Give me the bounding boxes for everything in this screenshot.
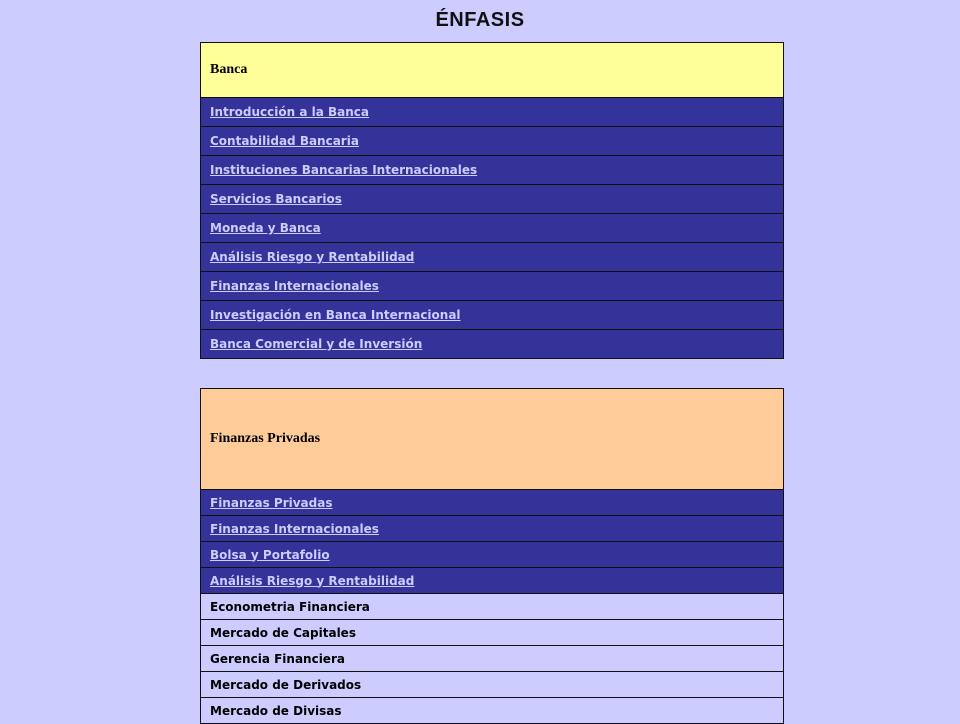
list-item (201, 98, 784, 127)
link-analisis-riesgo-y-rentabilidad[interactable]: Análisis Riesgo y Rentabilidad (210, 573, 415, 588)
link-analisis-riesgo-y-rentabilidad[interactable]: Análisis Riesgo y Rentabilidad (210, 250, 415, 264)
list-item (201, 490, 784, 516)
list-item (201, 185, 784, 214)
list-item (201, 568, 784, 594)
list-item (201, 214, 784, 243)
finanzas-privadas-header-row (201, 389, 784, 490)
list-item (201, 672, 784, 698)
item-gerencia-financiera: Gerencia Financiera (201, 646, 784, 672)
link-bolsa-y-portafolio[interactable]: Bolsa y Portafolio (210, 547, 330, 562)
link-finanzas-internacionales[interactable]: Finanzas Internacionales (210, 521, 379, 536)
link-finanzas-internacionales[interactable]: Finanzas Internacionales (210, 279, 379, 293)
list-item (201, 243, 784, 272)
item-mercado-de-capitales: Mercado de Capitales (201, 620, 784, 646)
link-contabilidad-bancaria[interactable]: Contabilidad Bancaria (210, 134, 359, 148)
list-item (201, 330, 784, 359)
banca-header-row (201, 43, 784, 98)
banca-header: Banca (201, 43, 784, 98)
list-item (201, 516, 784, 542)
list-item (201, 594, 784, 620)
list-item (201, 127, 784, 156)
link-servicios-bancarios[interactable]: Servicios Bancarios (210, 192, 342, 206)
link-moneda-y-banca[interactable]: Moneda y Banca (210, 221, 321, 235)
page-title: ÉNFASIS (435, 9, 525, 31)
list-item (201, 272, 784, 301)
list-item (201, 620, 784, 646)
link-instituciones-bancarias-internacionales[interactable]: Instituciones Bancarias Internacionales (210, 163, 478, 177)
finanzas-privadas-header: Finanzas Privadas (201, 389, 784, 490)
item-econometria-financiera: Econometria Financiera (201, 594, 784, 620)
link-investigacion-en-banca-internacional[interactable]: Investigación en Banca Internacional (210, 308, 461, 322)
finanzas-privadas-table (200, 388, 784, 724)
link-finanzas-privadas[interactable]: Finanzas Privadas (210, 495, 333, 510)
list-item (201, 156, 784, 185)
list-item (201, 646, 784, 672)
item-mercado-de-derivados: Mercado de Derivados (201, 672, 784, 698)
list-item (201, 542, 784, 568)
banca-table (200, 42, 784, 359)
link-banca-comercial-y-de-inversion[interactable]: Banca Comercial y de Inversión (210, 337, 423, 351)
item-mercado-de-divisas: Mercado de Divisas (201, 698, 784, 724)
list-item (201, 301, 784, 330)
link-introduccion-a-la-banca[interactable]: Introducción a la Banca (210, 105, 370, 119)
